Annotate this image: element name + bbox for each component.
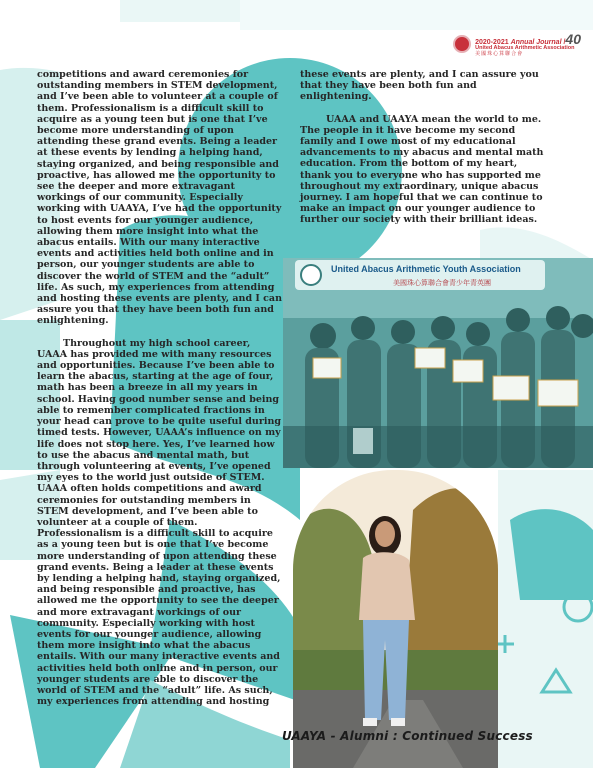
- right-paragraph-2: UAAA and UAAYA mean the world to me. The people in it have become my second family and I owe most of my educational advancements to my abacus and mental math education. From the bottom of my heart, thank you to everyone who has supported me throughout my extraordinary, unique abacus journey. I am hopeful that we can continue to make an impact on our younger audience to further our society with their brilliant ideas.: [300, 113, 544, 226]
- left-text-column: [37, 69, 283, 707]
- right-text-column: [300, 69, 544, 226]
- banner-text: United Abacus Arithmetic Youth Association: [331, 264, 521, 274]
- header-org-cn: 美國珠心算聯合會: [475, 50, 524, 57]
- left-paragraph-1: competitions and award ceremonies for outstanding members in STEM development, and I’ve been able to volunteer at a couple of them. Professionalism is a difficult skill to acquire as a young teen but is one that I’ve become more understanding of upon attending these grand events. Being a leader at these events by lending a helping hand, staying organized, and being responsible and proactive, has allowed me the opportunity to see the deeper and more extravagant workings of our community. Especially working with UAAYA, I’ve had the opportunity to host events for our younger audience, allowing them more insight into what the abacus entails. With our many interactive events and activities held both online and in person, our younger students are able to discover the world of STEM and the “adult” life. As such, my experiences from attending and hosting these events are plenty, and I can assure you that they have been both fun and enlightening.: [37, 69, 282, 327]
- group-photo: [283, 258, 593, 468]
- association-seal-logo: [453, 35, 471, 53]
- banner-text-cn: 美國珠心算聯合會青少年青英團: [393, 279, 491, 287]
- header-journal: Annual Journal: [510, 39, 562, 46]
- left-paragraph-2: Throughout my high school career, UAAA has provided me with many resources and opportunities. Because I’ve been able to learn the abacus, starting at the age of four, math has been a breeze in all my years in school. Having good number sense and being able to remember complicated fractions in your head can prove to be quite useful during timed tests. However, UAAA’s influence on my life does not stop here. Yes, I’ve learned how to use the abacus and mental math, but through volunteering at events, I’ve opened my eyes to the world just outside of STEM. UAAA often holds competitions and award ceremonies for outstanding members in STEM development, and I’ve been able to volunteer at a couple of them. Professionalism is a difficult skill to acquire as a young teen but is one that I’ve become more understanding of upon attending these grand events. Being a leader at these events by lending a helping hand, staying organized, and being responsible and proactive, has allowed me the opportunity to see the deeper and more extravagant workings of our community. Especially working with host events for our younger audience, allowing them more insight into what the abacus entails. With our many interactive events and activities held both online and in person, our younger students are able to discover the world of STEM and the “adult” life. As such, my experiences from attending and hosting: [37, 337, 281, 708]
- portrait-photo: [293, 470, 498, 768]
- header-org: United Abacus Arithmetic Association: [475, 45, 575, 51]
- header-years: 2020-2021: [475, 39, 509, 46]
- right-paragraph-1: these events are plenty, and I can assure you that they have been both fun and enlightening.: [300, 69, 539, 103]
- page-number: 40: [565, 31, 581, 47]
- page-header: 2020-2021 Annual Journal /40 United Abacus Arithmetic Association 美國珠心算聯合會: [453, 32, 581, 57]
- section-caption: UAAYA - Alumni : Continued Success: [282, 729, 533, 743]
